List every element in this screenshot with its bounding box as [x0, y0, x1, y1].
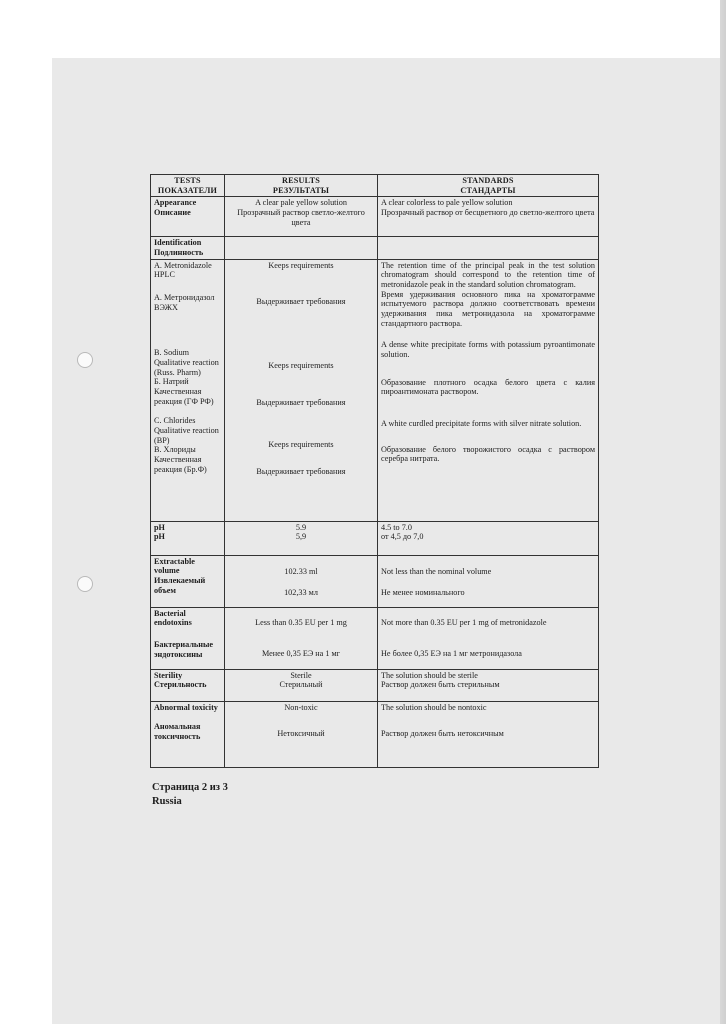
result-en: Less than 0.35 EU per 1 mg — [255, 617, 347, 627]
standard-cell — [378, 669, 599, 701]
page-footer — [152, 781, 228, 808]
test-name-en: Sterility — [154, 670, 183, 680]
test-name-en: Bacterial endotoxins — [154, 608, 192, 628]
test-a-ru: А. Метронидазол ВЭЖХ — [154, 293, 215, 312]
test-cell — [151, 237, 225, 259]
result-ru: Нетоксичный — [277, 729, 325, 739]
result-ru: 5,9 — [295, 532, 307, 542]
result-c-en: Keeps requirements — [268, 440, 334, 450]
table-row-identification-title — [151, 237, 599, 259]
page-number: Страница 2 из 3 — [152, 782, 228, 793]
standard-b-en: A dense white precipitate forms with potassium pyroantimonate solution. — [381, 340, 595, 360]
table-row-endotoxins — [151, 607, 599, 669]
test-name-ru: Бактериальные эндотоксины — [154, 640, 213, 659]
result-cell — [225, 701, 378, 767]
header-tests — [151, 175, 225, 197]
test-cell — [151, 669, 225, 701]
result-cell — [225, 259, 378, 521]
header-results-ru: РЕЗУЛЬТАТЫ — [272, 185, 330, 195]
standard-b-ru: Образование плотного осадка белого цвета с калия пироантимоната раствором. — [381, 377, 595, 397]
punch-hole — [77, 352, 93, 368]
standard-cell — [378, 555, 599, 607]
page-edge — [720, 0, 726, 1024]
test-name-en: Identification — [154, 238, 202, 248]
standard-cell — [378, 701, 599, 767]
test-name-ru: Извлекаемый объем — [154, 576, 206, 595]
result-ru: Прозрачный раствор светло-желтого цвета — [237, 208, 365, 227]
standard-a-en: The retention time of the principal peak in the test solution chromatogram should correspond to the retention time of metronidazole peak in the standard solution chromatogram. — [381, 260, 595, 290]
result-c-ru: Выдерживает требования — [256, 467, 346, 477]
result-cell — [225, 197, 378, 237]
standard-en: The solution should be nontoxic — [381, 702, 487, 712]
test-cell — [151, 197, 225, 237]
standard-a-ru: Время удерживания основного пика на хроматограмме испытуемого раствора должно соответствовать времени удерживания пика метронидазола на хроматограмме стандартного раствора. — [381, 289, 595, 328]
header-tests-en: TESTS — [174, 176, 201, 185]
standard-c-en: A white curdled precipitate forms with silver nitrate solution. — [381, 419, 582, 429]
result-en: 5.9 — [295, 522, 307, 532]
result-a-ru: Выдерживает требования — [256, 297, 346, 307]
header-tests-ru: ПОКАЗАТЕЛИ — [157, 185, 218, 195]
test-b-en: B. Sodium Qualitative reaction (Russ. Pharm) — [154, 348, 219, 377]
result-b-en: Keeps requirements — [268, 361, 334, 371]
result-ru: 102,33 мл — [284, 588, 318, 598]
header-standards — [378, 175, 599, 197]
table-row-appearance — [151, 197, 599, 237]
test-name-ru: Описание — [154, 208, 191, 218]
test-cell — [151, 521, 225, 555]
result-cell — [225, 555, 378, 607]
test-c-en: C. Chlorides Qualitative reaction (BP) — [154, 416, 219, 445]
punch-hole — [77, 576, 93, 592]
test-cell — [151, 259, 225, 521]
test-name-en: Extractable volume — [154, 556, 195, 576]
test-name-en: pH — [154, 522, 165, 532]
result-ru: Менее 0,35 ЕЭ на 1 мг — [261, 649, 341, 659]
standard-ru: от 4,5 до 7,0 — [381, 532, 424, 542]
result-cell — [225, 237, 378, 259]
result-cell — [225, 607, 378, 669]
result-ru: Стерильный — [279, 680, 323, 690]
test-name-ru: Аномальная токсичность — [154, 722, 201, 742]
header-results — [225, 175, 378, 197]
test-c-ru: В. Хлориды Качественная реакция (Бр.Ф) — [154, 445, 207, 474]
result-en: 102.33 ml — [284, 566, 318, 576]
standard-cell — [378, 197, 599, 237]
standard-ru: Не менее номинального — [381, 588, 465, 598]
table-row-identification — [151, 259, 599, 521]
test-name-ru: Подлинность — [154, 248, 204, 258]
standard-cell — [378, 237, 599, 259]
standard-en: 4.5 to 7.0 — [381, 522, 412, 532]
result-a-en: Keeps requirements — [268, 260, 334, 270]
standard-en: Not less than the nominal volume — [381, 566, 492, 576]
standard-c-ru: Образование белого творожистого осадка с раствором серебра нитрата. — [381, 444, 595, 464]
standard-ru: Прозрачный раствор от бесцветного до светло-желтого цвета — [381, 208, 595, 218]
standard-cell — [378, 607, 599, 669]
standard-cell — [378, 259, 599, 521]
test-name-en: Abnormal toxicity — [154, 702, 218, 712]
test-name-ru: pH — [154, 532, 165, 542]
result-en: Non-toxic — [284, 702, 318, 712]
standard-cell — [378, 521, 599, 555]
table-row-sterility — [151, 669, 599, 701]
test-a-en: A. Metronidazole HPLC — [154, 260, 212, 280]
table-row-ph — [151, 521, 599, 555]
header-results-en: RESULTS — [282, 176, 320, 185]
standard-ru: Раствор должен быть нетоксичным — [381, 729, 504, 739]
test-cell — [151, 555, 225, 607]
result-cell — [225, 669, 378, 701]
standard-ru: Раствор должен быть стерильным — [381, 680, 500, 690]
test-b-ru: Б. Натрий Качественная реакция (ГФ РФ) — [154, 377, 214, 406]
standard-en: The solution should be sterile — [381, 670, 478, 680]
table-row-toxicity — [151, 701, 599, 767]
country-label: Russia — [152, 795, 182, 807]
result-cell — [225, 521, 378, 555]
result-en: Sterile — [290, 670, 312, 680]
standard-en: Not more than 0.35 EU per 1 mg of metronidazole — [381, 617, 547, 627]
test-name-ru: Стерильность — [154, 680, 207, 690]
table-row-volume — [151, 555, 599, 607]
test-cell — [151, 701, 225, 767]
test-cell — [151, 607, 225, 669]
result-b-ru: Выдерживает требования — [256, 397, 346, 407]
table-header-row — [151, 175, 599, 197]
specification-table — [150, 174, 599, 768]
standard-ru: Не более 0,35 ЕЭ на 1 мг метронидазола — [381, 649, 522, 659]
header-standards-ru: СТАНДАРТЫ — [460, 185, 516, 195]
test-name-en: Appearance — [154, 198, 197, 208]
header-standards-en: STANDARDS — [462, 176, 514, 185]
result-en: A clear pale yellow solution — [255, 198, 347, 208]
standard-en: A clear colorless to pale yellow solution — [381, 198, 513, 208]
